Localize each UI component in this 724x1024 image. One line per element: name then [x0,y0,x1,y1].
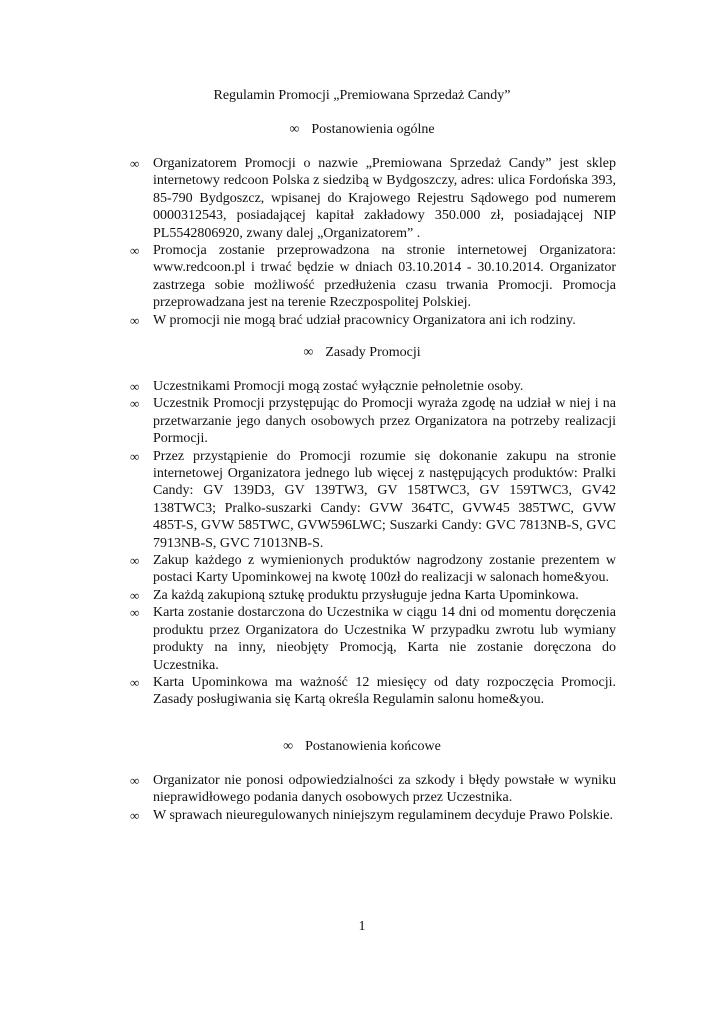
section-heading-final [0,738,724,756]
section-heading-general [0,121,724,139]
infinity-bullet-icon: ∞ [130,807,140,823]
list-item-text: Organizator nie ponosi odpowiedzialności za szkody i błędy powstałe w wyniku nieprawidłowego podania danych osobowych przez Uczestnika. [153,773,616,806]
list-item [130,772,616,807]
list-item-text: Za każdą zakupioną sztukę produktu przysługuje jedna Karta Upominkowa. [153,587,579,603]
infinity-bullet-icon: ∞ [130,605,140,621]
infinity-bullet-icon: ∞ [283,739,294,754]
section-heading-label: Zasady Promocji [325,345,421,360]
infinity-bullet-icon: ∞ [303,345,314,360]
list-item [130,242,616,312]
list-item-text: Promocja zostanie przeprowadzona na stronie internetowej Organizatora: www.redcoon.pl i trwać będzie w dniach 03.10.2014 - 30.10.2014. Organizator zastrzega sobie możliwość przedłużenia czasu trwania Promocji. Promocja przeprowadzana jest na terenie Rzeczpospolitej Polskiej. [153,243,616,311]
infinity-bullet-icon: ∞ [130,448,140,464]
section-heading-label: Postanowienia końcowe [305,739,441,754]
list-item [130,552,616,587]
infinity-bullet-icon: ∞ [130,396,140,412]
list-item [130,448,616,552]
infinity-bullet-icon: ∞ [130,243,140,259]
list-item [130,587,616,604]
list-item-text: W sprawach nieuregulowanych niniejszym regulaminem decyduje Prawo Polskie. [153,807,614,823]
infinity-bullet-icon: ∞ [130,674,140,690]
list-item [130,674,616,709]
list-item [130,604,616,674]
page-number: 1 [358,919,366,934]
list-item-text: W promocji nie mogą brać udział pracownicy Organizatora ani ich rodziny. [153,312,576,328]
infinity-bullet-icon: ∞ [130,156,140,171]
section-heading-rules [0,344,724,362]
list-item-text: Uczestnik Promocji przystępując do Promocji wyraża zgodę na udział w niej i na przetwarzanie jego danych osobowych przez Organizatora na potrzeby realizacji Pormocji. [153,396,616,447]
list-item-text: Karta zostanie dostarczona do Uczestnika w ciągu 14 dni od momentu doręczenia produktu przez Organizatora do Uczestnika W przypadku zwrotu lub wymiany produkty na inny, nieobjęty Promocją, Karta nie zostanie doręczona do Uczestnika. [153,605,616,673]
list-item [130,378,616,395]
list-item-text: Karta Upominkowa ma ważność 12 miesięcy od daty rozpoczęcia Promocji. Zasady posługiwania się Kartą określa Regulamin salonu home&you. [153,674,616,708]
section-list-rules [130,378,616,709]
list-item [130,312,616,329]
list-item [130,807,616,824]
section-list-general [130,155,616,329]
list-item-text: Uczestnikami Promocji mogą zostać wyłącznie pełnoletnie osoby. [153,379,524,394]
list-item [130,395,616,447]
section-list-final [130,772,616,824]
list-item-text: Organizatorem Promocji o nazwie „Premiowana Sprzedaż Candy” jest sklep internetowy redcoon Polska z siedzibą w Bydgoszczy, adres: ulica Fordońska 393, 85-790 Bydgoszcz, wpisanej do Krajowego Rejestru Sądowego pod numerem 0000312543, posiadającej kapitał zakładowy 350.000 zł, posiadającej NIP PL5542806920, zwany dalej „Organizatorem” . [153,156,616,241]
infinity-bullet-icon: ∞ [289,122,300,137]
infinity-bullet-icon: ∞ [130,379,140,394]
list-item-text: Zakup każdego z wymienionych produktów nagrodzony zostanie prezentem w postaci Karty Upominkowej na kwotę 100zł do realizacji w salonach home&you. [153,553,616,586]
list-item [130,155,616,242]
infinity-bullet-icon: ∞ [130,587,140,603]
infinity-bullet-icon: ∞ [130,773,140,788]
infinity-bullet-icon: ∞ [130,312,140,328]
list-item-text: Przez przystąpienie do Promocji rozumie się dokonanie zakupu na stronie internetowej Organizatora jednego lub więcej z następujących produktów: Pralki Candy: GV 139D3, GV 139TW3, GV 158TWC3, GV 159TWC3, GV42 138TWC3; Pralko-suszarki Candy: GVW 364TC, GVW45 385TWC, GVW 485T-S, GVW 585TWC, GVW596LWC; Suszarki Candy: GVC 7813NB-S, GVC 7913NB-S, GVC 71013NB-S. [153,448,616,551]
section-heading-label: Postanowienia ogólne [311,122,435,137]
infinity-bullet-icon: ∞ [130,553,140,569]
document-title: Regulamin Promocji „Premiowana Sprzedaż Candy” [213,88,511,103]
